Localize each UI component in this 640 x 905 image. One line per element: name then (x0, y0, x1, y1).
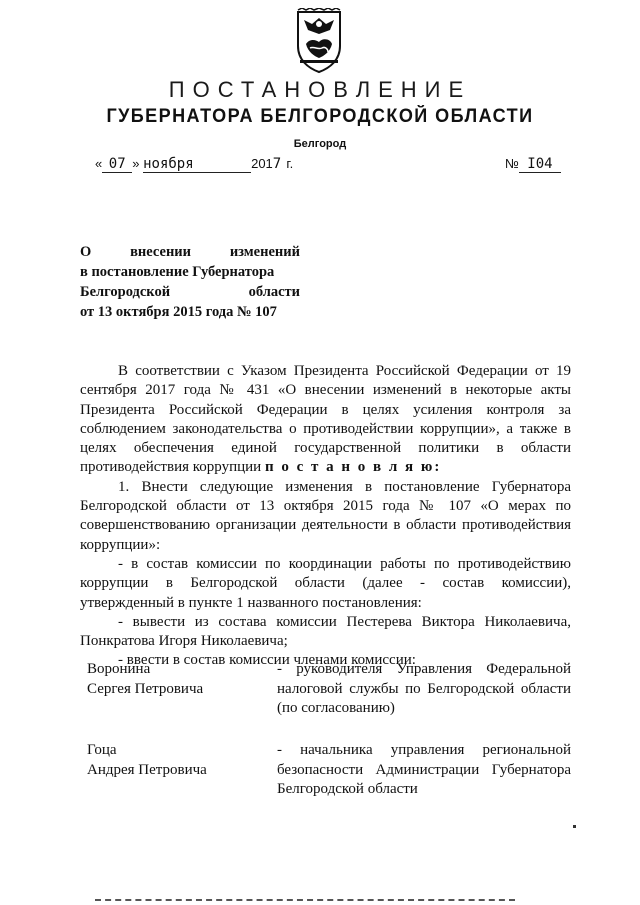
subitem-remove-members: - вывести из состава комиссии Пестерева Виктора Николаевича, Понкратова Игоря Николаевича; (80, 613, 571, 650)
subject-line-1 (80, 242, 300, 262)
date-month: ноября (143, 156, 251, 173)
subject-word: внесении (130, 244, 192, 260)
date-quote-open: « (95, 156, 103, 171)
resolve-word: п о с т а н о в л я ю: (264, 459, 442, 476)
scan-mark (573, 825, 576, 828)
member-entry (87, 660, 571, 720)
date-year-suffix: г. (286, 156, 294, 171)
subitem-composition: - в состав комиссии по координации работы по противодействию коррупции в Белгородской области (далее - состав комиссии), утвержденный в пункте 1 названного постановления: (80, 555, 571, 611)
subject-word: изменений (229, 244, 300, 260)
member-role: - начальника управления региональной безопасности Администрации Губернатора Белгородской области (277, 742, 571, 797)
member-name (87, 660, 257, 699)
date-year-prefix: 201 (251, 156, 273, 171)
subject-line-4: от 13 октября 2015 года № 107 (80, 304, 277, 320)
document-subject (80, 242, 300, 322)
member-given-names: Андрея Петровича (87, 761, 207, 778)
subject-word: области (248, 284, 300, 300)
number-value: I04 (519, 156, 561, 173)
city-label: Белгород (293, 138, 347, 150)
date-day: 07 (102, 156, 132, 173)
document-type-title: ПОСТАНОВЛЕНИЕ (168, 77, 472, 102)
member-entry (87, 741, 571, 801)
document-body (80, 362, 571, 671)
subitem-add-members: - ввести в состав комиссии членами комиссии: (118, 652, 416, 669)
scan-edge-mark (95, 899, 515, 903)
document-date (95, 156, 293, 173)
subject-word: О (80, 244, 92, 260)
item-1-paragraph: 1. Внести следующие изменения в постановление Губернатора Белгородской области от 13 октября 2015 года № 107 «О мерах по совершенствованию организации деятельности в области противодействия коррупции»: (80, 478, 571, 553)
preamble-text: В соответствии с Указом Президента Российской Федерации от 19 сентября 2017 года № 431 «О внесении изменений в некоторые акты Президента Российской Федерации в целях усиления контроля за соблюдением законодательства о противодействии коррупции», а также в целях обеспечения единой государственной политики в области противодействия коррупции (80, 363, 571, 476)
member-name (87, 741, 257, 780)
subject-line-3 (80, 282, 300, 302)
preamble-paragraph (80, 362, 571, 478)
member-given-names: Сергея Петровича (87, 680, 204, 697)
date-year-digit: 7 (272, 156, 282, 172)
document-number (505, 156, 561, 173)
member-surname: Гоца (87, 742, 117, 758)
subject-word: Белгородской (80, 284, 171, 300)
member-role: - руководителя Управления Федеральной налоговой службы по Белгородской области (по согласованию) (277, 661, 571, 716)
subject-line-2: в постановление Губернатора (80, 264, 275, 280)
issuer-title: ГУБЕРНАТОРА БЕЛГОРОДСКОЙ ОБЛАСТИ (106, 106, 534, 127)
date-quote-close: » (132, 156, 140, 171)
member-surname: Воронина (87, 661, 151, 677)
number-label: № (505, 156, 519, 171)
coat-of-arms-emblem (294, 8, 344, 74)
